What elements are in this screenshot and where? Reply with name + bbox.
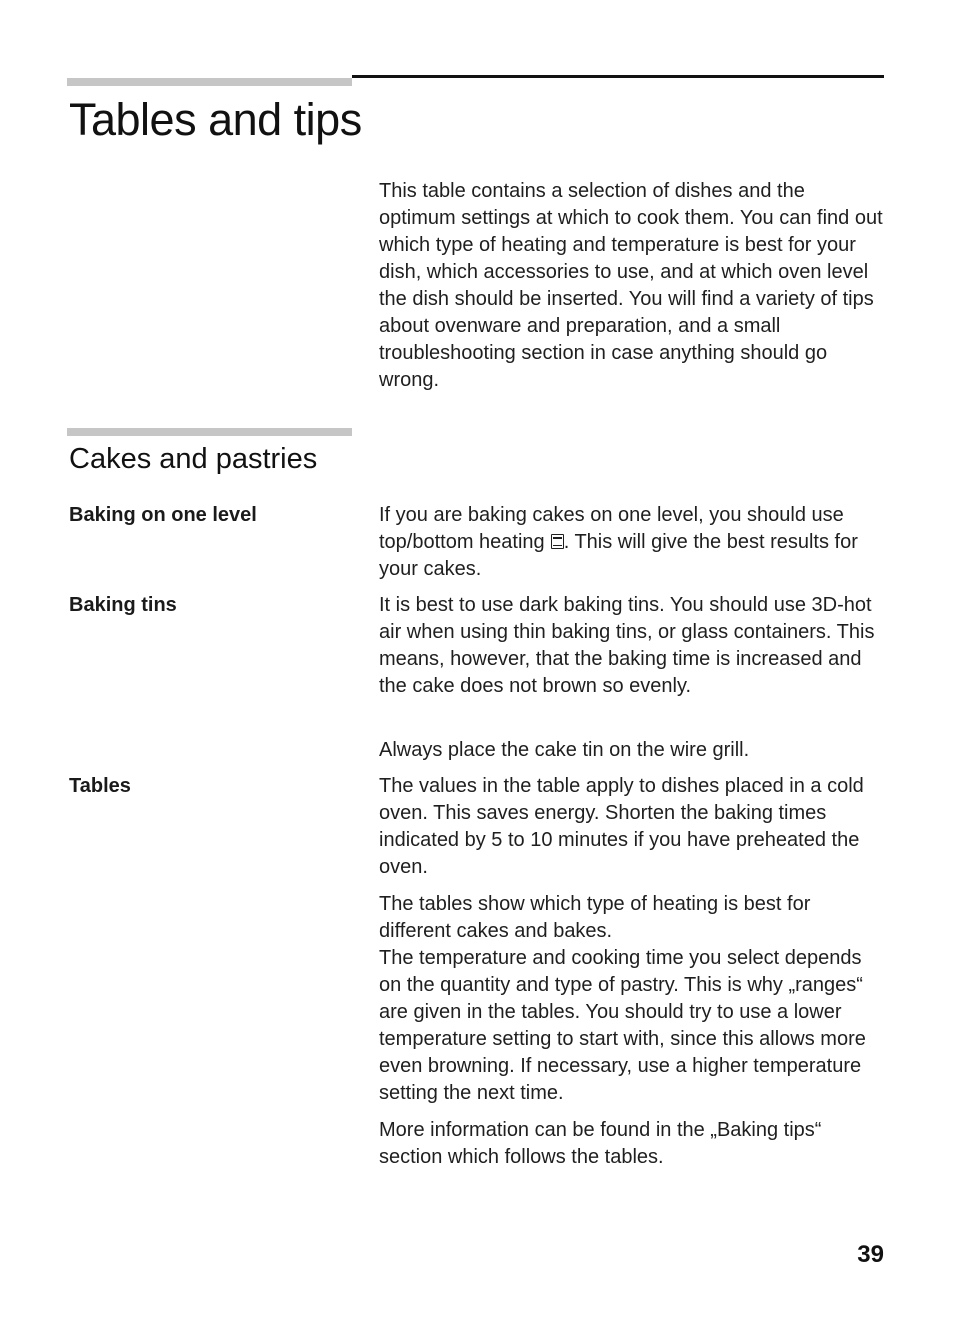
section-heading: Cakes and pastries <box>69 443 318 475</box>
page-number: 39 <box>857 1241 884 1268</box>
tables-paragraph-2: The tables show which type of heating is best for different cakes and bakes. <box>379 893 811 942</box>
baking-one-level-text-2: . This will give the best results for your cakes. <box>379 531 858 580</box>
baking-one-level-text-1: If you are baking cakes on one level, you should use top/bottom heating <box>379 504 844 553</box>
label-tables: Tables <box>69 775 131 797</box>
tables-paragraph-4: More information can be found in the „Baking tips“ section which follows the tables. <box>379 1119 822 1168</box>
baking-tins-paragraph-1: It is best to use dark baking tins. You should use 3D-hot air when using thin baking tins, or glass containers. This means, however, that the baking time is increased and the cake does not brown so evenly. <box>379 594 875 697</box>
tables-paragraph-1: The values in the table apply to dishes placed in a cold oven. This saves energy. Shorten the baking times indicated by 5 to 10 minutes if you have preheated the oven. <box>379 775 864 878</box>
label-baking-one-level: Baking on one level <box>69 504 257 526</box>
title-rule-black <box>352 75 884 78</box>
baking-one-level-paragraph <box>379 502 884 583</box>
section-rule-gray <box>67 428 352 436</box>
baking-tins-paragraph-2: Always place the cake tin on the wire grill. <box>379 739 750 761</box>
top-bottom-heating-icon <box>551 534 564 549</box>
page-title: Tables and tips <box>69 94 362 145</box>
title-rule-gray <box>67 78 352 86</box>
tables-paragraph-3: The temperature and cooking time you select depends on the quantity and type of pastry. This is why „ranges“ are given in the tables. You should try to use a lower temperature setting to start with, since this allows more even browning. If necessary, use a higher temperature setting the next time. <box>379 947 866 1104</box>
intro-paragraph: This table contains a selection of dishes and the optimum settings at which to cook them. You can find out which type of heating and temperature is best for your dish, which accessories to use, and at which oven level the dish should be inserted. You will find a variety of tips about ovenware and preparation, and a small troubleshooting section in case anything should go wrong. <box>379 180 883 391</box>
label-baking-tins: Baking tins <box>69 594 177 616</box>
